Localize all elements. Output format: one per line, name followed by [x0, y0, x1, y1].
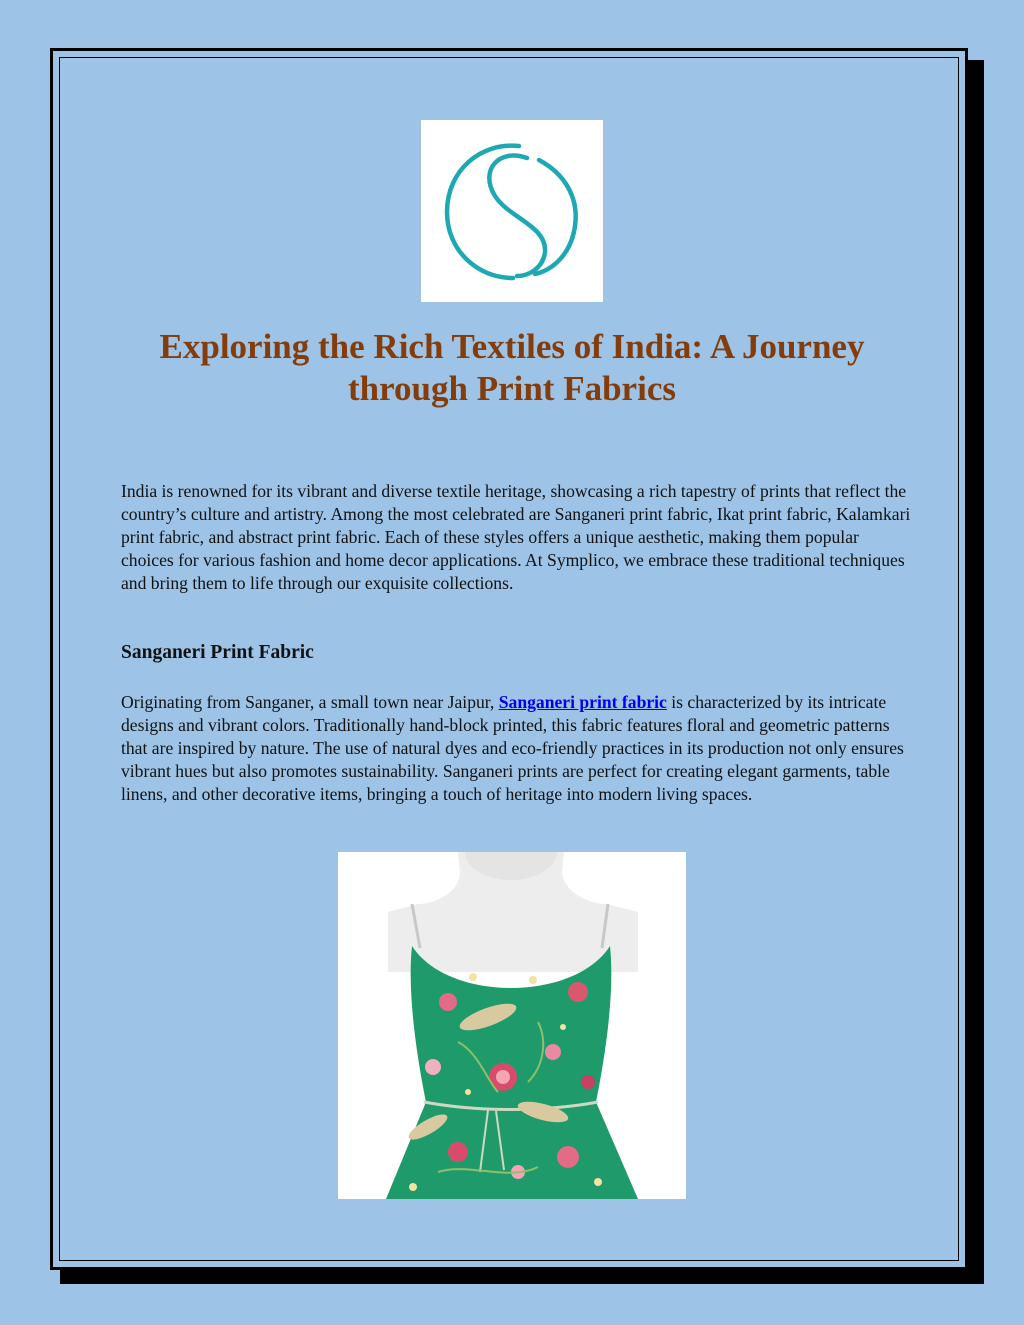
symplico-s-logo-icon [421, 120, 603, 302]
page-title: Exploring the Rich Textiles of India: A Journey through Print Fabrics [159, 327, 865, 408]
sanganeri-paragraph [121, 691, 911, 806]
section-heading: Sanganeri Print Fabric [121, 642, 314, 663]
paragraph-text-before: Originating from Sanganer, a small town near Jaipur, [121, 692, 499, 712]
dress-photo [338, 852, 686, 1199]
brand-logo [421, 120, 603, 302]
paragraph-text-after: is characterized by its intricate designs and vibrant colors. Traditionally hand-block printed, this fabric features floral and geometric patterns that are inspired by nature. The use of natural dyes and eco-friendly practices in its production not only ensures vibrant hues but also promotes sustainability. Sanganeri prints are perfect for creating elegant garments, table linens, and other decorative items, bringing a touch of heritage into modern living spaces. [121, 692, 904, 805]
sanganeri-dress-image [338, 852, 686, 1199]
sanganeri-print-fabric-link[interactable]: Sanganeri print fabric [498, 692, 667, 712]
intro-paragraph: India is renowned for its vibrant and diverse textile heritage, showcasing a rich tapestry of prints that reflect the country’s culture and artistry. Among the most celebrated are Sanganeri print fabric, Ikat print fabric, Kalamkari print fabric, and abstract print fabric. Each of these styles offers a unique aesthetic, making them popular choices for various fashion and home decor applications. At Symplico, we embrace these traditional techniques and bring them to life through our exquisite collections. [121, 481, 911, 594]
